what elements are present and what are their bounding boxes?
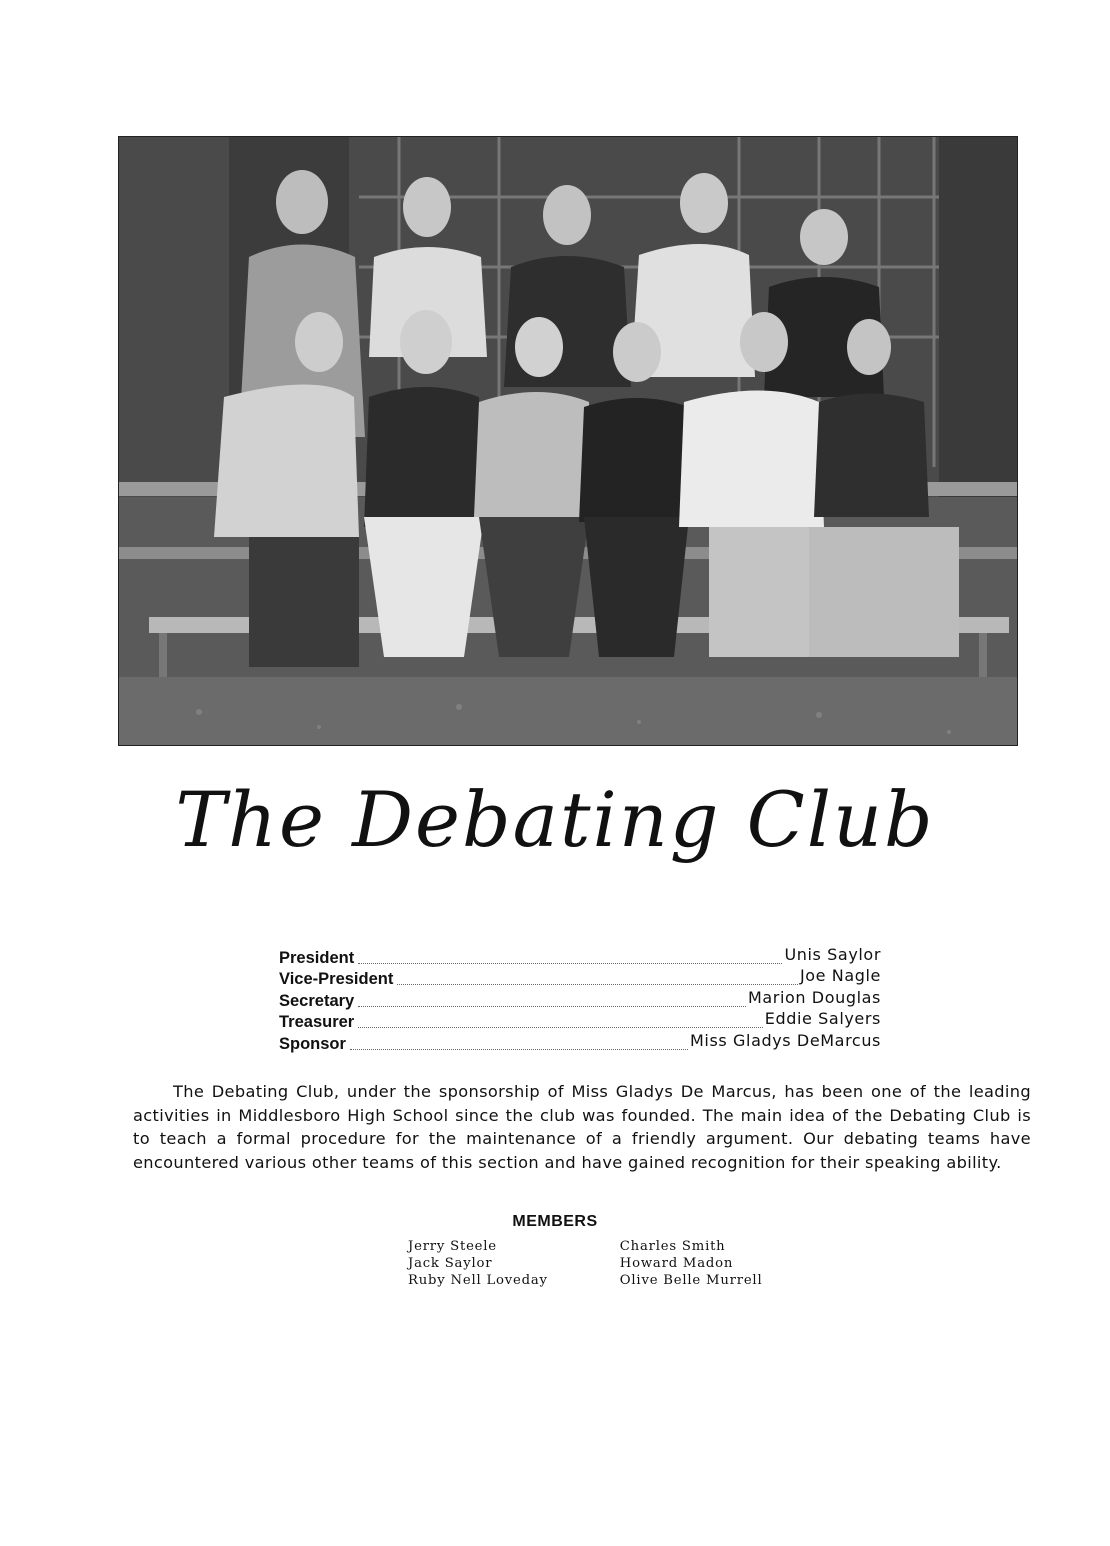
members-column-left: [408, 1238, 548, 1289]
officer-name: Marion Douglas: [747, 987, 881, 1007]
officer-name: Miss Gladys DeMarcus: [690, 1030, 881, 1050]
members-heading: MEMBERS: [512, 1213, 598, 1230]
officers-list: [279, 946, 881, 1054]
officer-role: President: [279, 948, 355, 967]
officer-role: Treasurer: [279, 1013, 355, 1031]
member-name: Jack Saylor: [408, 1256, 493, 1271]
club-description: The Debating Club, under the sponsorship of Miss Gladys De Marcus, has been one of the leading activities in Middlesboro High School since the club was founded. The main idea of the Debating Club is to teach a formal procedure for the maintenance of a friendly argument. Our debating teams have encountered various other teams of this section and have gained recognition for their speaking ability.: [133, 1082, 1031, 1172]
officer-name: Eddie Salyers: [764, 1009, 881, 1028]
member-name: Ruby Nell Loveday: [408, 1273, 548, 1288]
member-name: Charles Smith: [619, 1239, 726, 1254]
leader-dots: [358, 963, 782, 964]
member-name: Olive Belle Murrell: [619, 1273, 763, 1288]
leader-dots: [358, 1027, 763, 1028]
leader-dots: [397, 984, 798, 985]
officer-row-secretary: [279, 989, 881, 1011]
member-name: Jerry Steele: [408, 1239, 497, 1254]
officer-row-vice-president: [279, 968, 881, 990]
member-name: Howard Madon: [619, 1256, 734, 1271]
officer-row-president: [279, 946, 881, 968]
officer-name: Joe Nagle: [799, 966, 881, 985]
officer-role: Vice-President: [279, 970, 394, 988]
officer-role: Sponsor: [279, 1034, 346, 1053]
group-photo-illustration: [119, 137, 1017, 745]
officer-row-treasurer: [279, 1011, 881, 1033]
officer-row-sponsor: [279, 1032, 881, 1054]
officer-name: Unis Saylor: [784, 944, 881, 964]
leader-dots: [358, 1006, 746, 1007]
group-photo: [118, 136, 1018, 746]
officer-role: Secretary: [279, 991, 355, 1010]
members-list: [408, 1238, 808, 1289]
page-title: The Debating Club: [175, 775, 935, 864]
leader-dots: [350, 1049, 688, 1050]
members-column-right: [620, 1238, 763, 1289]
